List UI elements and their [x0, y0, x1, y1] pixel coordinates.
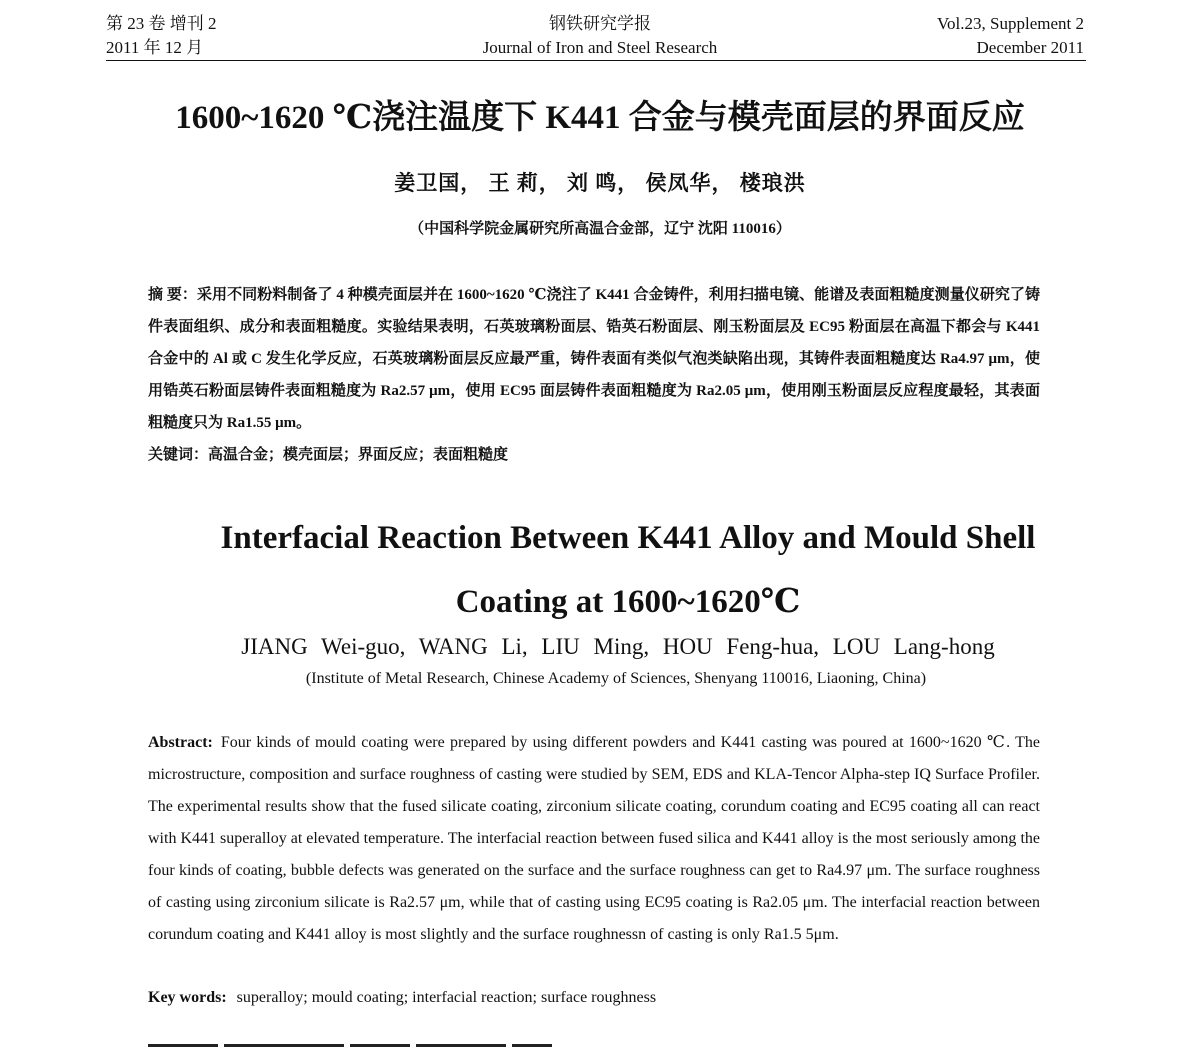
cutoff-next-line [148, 1044, 588, 1052]
header-date-cn: 2011 年 12 月 [106, 38, 204, 57]
keywords-en [148, 982, 1040, 1014]
affiliation-en: (Institute of Metal Research, Chinese Academy of Sciences, Shenyang 110016, Liaoning, China) [305, 670, 927, 687]
authors-cn: 姜卫国， 王 莉， 刘 鸣， 侯凤华， 楼琅洪 [394, 171, 806, 195]
header-journal-en: Journal of Iron and Steel Research [482, 38, 718, 57]
abstract-cn-text: 采用不同粉料制备了 4 种模壳面层并在 1600~1620 ℃浇注了 K441 合金铸件，利用扫描电镜、能谱及表面粗糙度测量仪研究了铸件表面组织、成分和表面粗糙度。实验结果表明，石英玻璃粉面层、锆英石粉面层、刚玉粉面层及 EC95 粉面层在高温下都会与 K441 合金中的 Al 或 C 发生化学反应，石英玻璃粉面层反应最严重，铸件表面有类似气泡类缺陷出现，其铸件表面粗糙度达 Ra4.97 μm，使用锆英石粉面层铸件表面粗糙度为 Ra2.57 μm，使用 EC95 面层铸件表面粗糙度为 Ra2.05 μm，使用刚玉粉面层反应程度最轻，其表面粗糙度只为 Ra1.55 μm。 [148, 287, 1040, 431]
header-date-en: December 2011 [976, 38, 1084, 57]
paper-title-en-line2: Coating at 1600~1620℃ [455, 584, 801, 620]
paper-title-en-line1: Interfacial Reaction Between K441 Alloy and Mould Shell [220, 520, 1036, 556]
header-journal-cn: 钢铁研究学报 [549, 14, 651, 33]
abstract-cn [148, 279, 1040, 439]
header-volume-block [106, 12, 217, 60]
affiliation-cn: （中国科学院金属研究所高温合金部，辽宁 沈阳 110016） [409, 221, 791, 237]
header-journal-block [380, 12, 820, 60]
header-issue-block [937, 12, 1084, 60]
abstract-en-text: Four kinds of mould coating were prepared by using different powders and K441 casting was poured at 1600~1620 ℃. The microstructure, composition and surface roughness of casting were studied by SEM, EDS and KLA-Tencor Alpha-step IQ Surface Profiler. The experimental results show that the fused silicate coating, zirconium silicate coating, corundum coating and EC95 coating all can react with K441 superalloy at elevated temperature. The interfacial reaction between fused silica and K441 alloy is the most seriously among the four kinds of coating, bubble defects was generated on the surface and the surface roughness can get to Ra4.97 μm. The surface roughness of casting using zirconium silicate is Ra2.57 μm, while that of casting using EC95 coating is Ra2.05 μm. The interfacial reaction between corundum coating and K441 alloy is most slightly and the surface roughnessn of casting is only Ra1.5 5μm. [148, 734, 1040, 943]
header-volume-cn: 第 23 卷 增刊 2 [106, 14, 217, 33]
paper-title-cn: 1600~1620 ℃浇注温度下 K441 合金与模壳面层的界面反应 [175, 100, 1025, 136]
authors-en: JIANG Wei-guo, WANG Li, LIU Ming, HOU Feng-hua, LOU Lang-hong [241, 634, 995, 659]
keywords-cn [148, 439, 1040, 471]
abstract-en-label: Abstract: [148, 734, 213, 751]
abstract-en [148, 727, 1040, 951]
abstract-cn-label: 摘 要： [148, 287, 197, 303]
keywords-cn-text: 高温合金；模壳面层；界面反应；表面粗糙度 [208, 447, 509, 463]
keywords-cn-label: 关键词： [148, 447, 209, 463]
header-volume-en: Vol.23, Supplement 2 [936, 14, 1084, 33]
keywords-en-text: superalloy; mould coating; interfacial reaction; surface roughness [236, 989, 657, 1006]
paper-title-en [0, 506, 1200, 634]
header-rule [106, 60, 1086, 61]
keywords-en-label: Key words: [148, 989, 227, 1006]
